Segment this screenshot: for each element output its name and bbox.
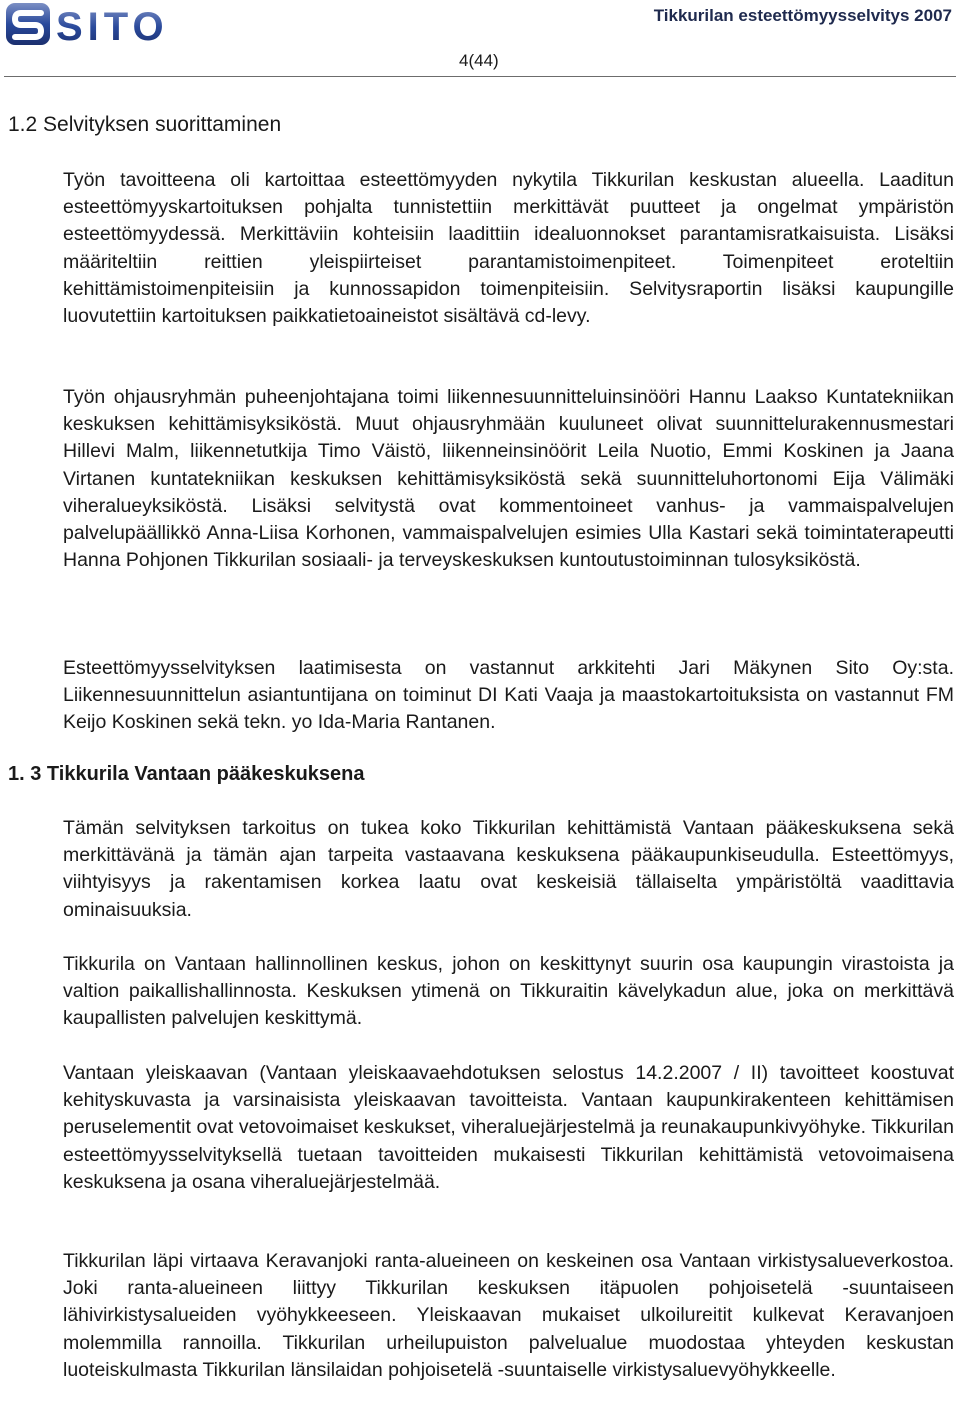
page-number: 4(44) [459, 51, 499, 70]
paragraph: Työn tavoitteena oli kartoittaa esteettömyyden nykytila Tikkurilan keskustan alueella. Laaditun esteettömyyskartoituksen pohjalta tunnistettiin merkittävät puutteet ja ongelmat ympäristön esteettömyydessä. Merkittäviin kohteisiin laadittiin idealuonnokset parantamisratkaisuista. Lisäksi määriteltiin reittien yleispiirteiset parantamistoimenpiteet. Toimenpiteet eroteltiin kehittämistoimenpiteisiin ja kunnossapidon toimenpiteisiin. Selvitysraportin lisäksi kaupungille luovutettiin kartoituksen paikkatietoaineistot sisältävä cd-levy. [63, 169, 954, 328]
paragraph: Vantaan yleiskaavan (Vantaan yleiskaavaehdotuksen selostus 14.2.2007 / II) tavoitteet koostuvat kehityskuvasta ja varsinaisista yleiskaavan tavoitteista. Vantaan kaupunkirakenteen kehittämisen peruselementit ovat vetovoimaiset keskukset, viheraluejärjestelmä ja reunakaupunkivyöhyke. Tikkurilan esteettömyysselvityksellä tuetaan tavoitteiden mukaisesti Tikkurilan kehittämistä vetovoimaisena keskuksena ja osana viheraluejärjestelmää. [63, 1062, 954, 1193]
paragraph: Työn ohjausryhmän puheenjohtajana toimi liikennesuunnitteluinsinööri Hannu Laakso Kuntatekniikan keskuksen kehittämisyksiköstä. Muut ohjausryhmään kuuluneet olivat suunnittelurakennusmestari Hillevi Malm, liikennetutkija Timo Väistö, liikenneinsinöörit Leila Nuotio, Emmi Koskinen ja Jaana Virtanen kuntatekniikan keskuksen kehittämisyksiköstä sekä suunnitteluhortonomi Eija Välimäki viheralueyksiköstä. Lisäksi selvitystä ovat kommentoineet vanhus- ja vammaispalvelujen palvelupäällikkö Anna-Liisa Korhonen, vammaispalvelujen esimies Ulla Kastari sekä toimintaterapeutti Hanna Pohjonen Tikkurilan sosiaali- ja terveyskeskuksen kuntoutustoiminnan tulosyksiköstä. [63, 386, 954, 572]
sito-emblem-icon [6, 3, 50, 45]
paragraph: Tämän selvityksen tarkoitus on tukea koko Tikkurilan kehittämistä Vantaan pääkeskuksena sekä merkittävänä ja tämän ajan tarpeita vastaavana keskuksena pääkaupunkiseudulla. Esteettömyys, viihtyisyys ja rakentamisen korkea laatu ovat keskeisiä tällaiselta ympäristöltä vaadittavia ominaisuuksia. [63, 817, 954, 921]
header-divider [4, 76, 956, 77]
document-title: Tikkurilan esteettömyysselvitys 2007 [653, 6, 952, 25]
section-heading-1-3: 1. 3 Tikkurila Vantaan pääkeskuksena [8, 763, 365, 785]
section-heading-1-2: 1.2 Selvityksen suorittaminen [8, 113, 282, 136]
sito-logo [4, 0, 198, 50]
sito-logo-text: SITO [56, 5, 169, 49]
paragraph: Tikkurila on Vantaan hallinnollinen keskus, johon on keskittynyt suurin osa kaupungin virastoista ja valtion paikallishallinnosta. Keskuksen ytimenä on Tikkuraitin kävelykadun alue, joka on merkittävä kaupallisten palvelujen keskittymä. [63, 953, 954, 1030]
paragraph: Tikkurilan läpi virtaava Keravanjoki ranta-alueineen on keskeinen osa Vantaan virkistysalueverkostoa. Joki ranta-alueineen liittyy Tikkurilan keskuksen itäpuolen pohjoisetelä -suuntaiseen lähivirkistysalueiden vyöhykkeeseen. Yleiskaavan mukaiset ulkoilureitit kulkevat Keravanjoen molemmilla rannoilla. Tikkurilan urheilupuiston palvelualue muodostaa yhteyden keskustan luoteiskulmasta Tikkurilan länsilaidan pohjoisetelä -suuntaiselle virkistysaluevyöhykkeelle. [63, 1250, 954, 1381]
paragraph: Esteettömyysselvityksen laatimisesta on vastannut arkkitehti Jari Mäkynen Sito Oy:sta. Liikennesuunnittelun asiantuntijana on toiminut DI Kati Vaaja ja maastokartoituksista on vastannut FM Keijo Koskinen sekä tekn. yo Ida-Maria Rantanen. [63, 657, 954, 734]
